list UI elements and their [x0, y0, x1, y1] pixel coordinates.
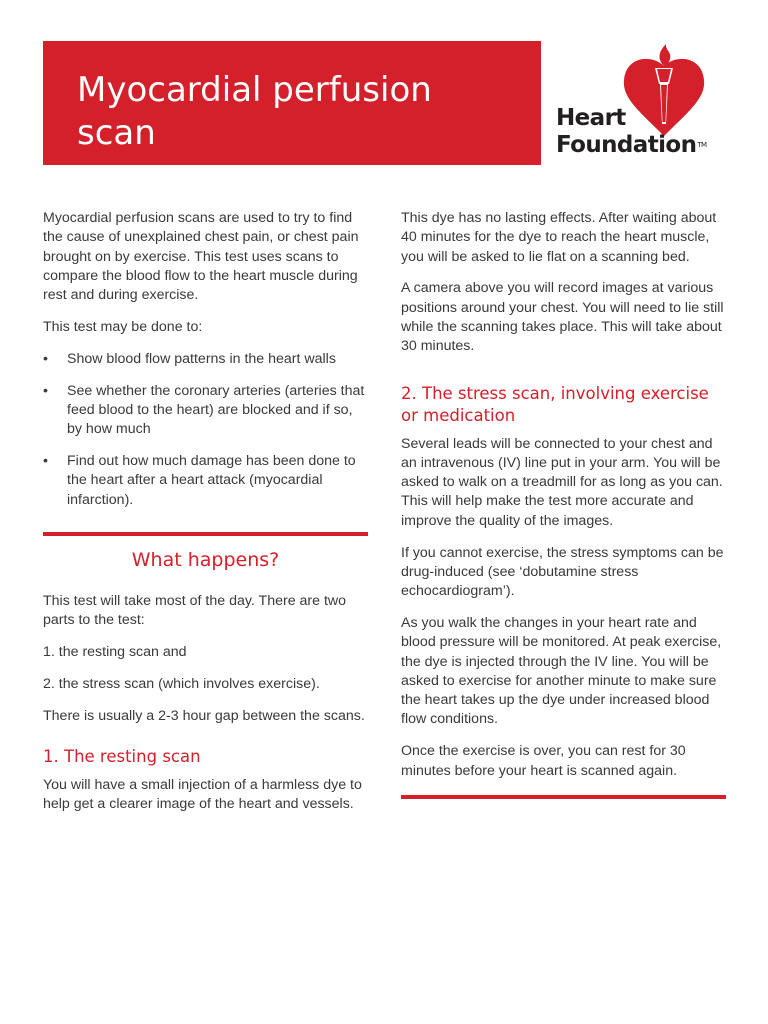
may-be-done-paragraph: This test may be done to: — [43, 318, 203, 335]
trademark-mark: TM — [697, 141, 707, 149]
page-title — [77, 69, 541, 155]
right-column — [401, 209, 726, 799]
logo-wordmark — [556, 105, 707, 159]
title-line-2: scan — [77, 113, 156, 153]
bullet-icon: • — [43, 452, 48, 469]
title-banner — [43, 41, 541, 165]
dye-effects-paragraph: This dye has no lasting effects. After waiting about 40 minutes for the dye to reach the heart muscle, you will be asked to lie flat on a scanning bed. — [401, 210, 717, 265]
resting-scan-heading: 1. The resting scan — [43, 747, 201, 767]
list-item: • Show blood flow patterns in the heart walls — [43, 350, 368, 369]
intro-paragraph: Myocardial perfusion scans are used to try to find the cause of unexplained chest pain, or chest pain brought on by exercise. This test uses scans to compare the blood flow to the heart muscle during rest and during exercise. — [43, 210, 359, 304]
part-two-paragraph: 2. the stress scan (which involves exercise). — [43, 676, 320, 693]
cannot-exercise-paragraph: If you cannot exercise, the stress symptoms can be drug-induced (see ‘dobutamine stress echocardiogram’). — [401, 544, 724, 600]
heart-foundation-logo — [556, 40, 731, 164]
leads-paragraph: Several leads will be connected to your chest and an intravenous (IV) line put in your arm. You will be asked to walk on a treadmill for as long as you can. This will help make the test more accurate and improve the quality of the images. — [401, 435, 723, 529]
as-you-walk-paragraph: As you walk the changes in your heart rate and blood pressure will be monitored. At peak exercise, the dye is injected through the IV line. You will be asked to exercise for another minute to make sure the heart takes up the dye under increased blood flow conditions. — [401, 614, 722, 728]
list-item: • See whether the coronary arteries (arteries that feed blood to the heart) are blocked and if so, by how much — [43, 382, 365, 438]
stress-scan-heading: 2. The stress scan, involving exercise or medication — [401, 383, 709, 425]
left-column — [43, 209, 368, 827]
camera-paragraph: A camera above you will record images at various positions around your chest. You will need to lie still while the scanning takes place. This will take about 30 minutes. — [401, 280, 724, 355]
injection-paragraph: You will have a small injection of a harmless dye to help get a clearer image of the heart and vessels. — [43, 777, 362, 813]
list-item: • Find out how much damage has been done to the heart after a heart attack (myocardial infarction). — [43, 452, 356, 508]
bullet-icon: • — [43, 382, 48, 399]
title-line-1: Myocardial perfusion — [77, 70, 432, 110]
most-of-day-paragraph: This test will take most of the day. There are two parts to the test: — [43, 593, 347, 629]
purpose-list — [43, 350, 368, 510]
gap-paragraph: There is usually a 2-3 hour gap between the scans. — [43, 707, 365, 724]
what-happens-heading: What happens? — [131, 548, 280, 571]
logo-word-foundation: Foundation — [556, 132, 697, 158]
part-one-paragraph: 1. the resting scan and — [43, 644, 187, 661]
section-divider — [401, 795, 726, 799]
logo-word-heart: Heart — [556, 105, 626, 131]
bullet-icon: • — [43, 350, 48, 367]
once-over-paragraph: Once the exercise is over, you can rest for 30 minutes before your heart is scanned again. — [401, 743, 686, 779]
section-divider — [43, 532, 368, 536]
